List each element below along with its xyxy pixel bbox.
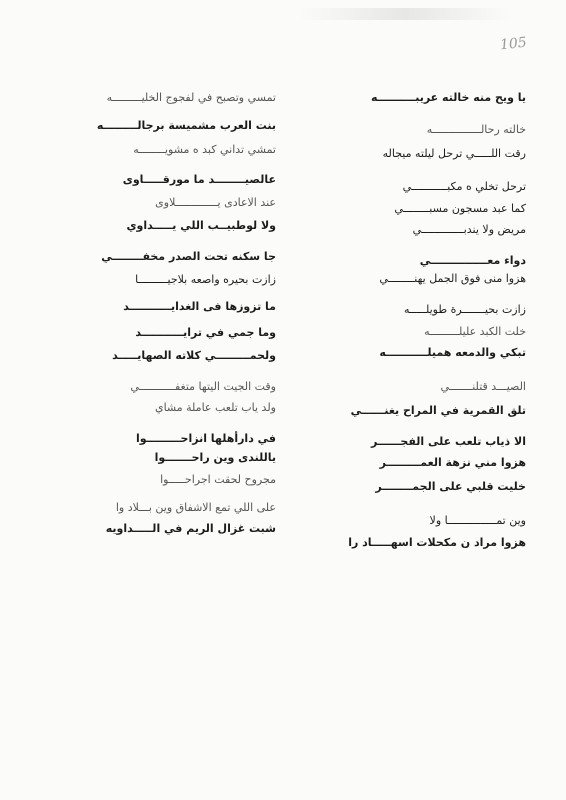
right-column-line: خلت الكبد عليلـــــــــه bbox=[424, 325, 526, 338]
photocopy-smudge bbox=[300, 8, 510, 20]
left-column-line: في دارأهلها انزاحـــــــــوا bbox=[136, 432, 276, 445]
left-column-line: على اللي تمع الاشفاق وين بـــلاد وا bbox=[115, 501, 276, 514]
right-column-line: الا ذياب تلعب على الفجــــــر bbox=[371, 435, 526, 448]
right-column-line: مريض ولا يندبـــــــــــــي bbox=[412, 223, 526, 236]
left-column-line: عالصيــــــــد ما مورقـــــاوى bbox=[122, 173, 276, 186]
right-column-line: ترحل تخلي ه مكبـــــــــــي bbox=[402, 180, 526, 193]
right-column-line: دواء معـــــــــــــــي bbox=[419, 254, 526, 267]
right-column-line: تبكي والدمعه هميلـــــــــــه bbox=[379, 346, 526, 359]
left-column-line: ولحمـــــــــي كلاته الصهايـــــد bbox=[112, 349, 276, 362]
right-column-line: تلق القمرية في المراح يغنــــــي bbox=[350, 404, 526, 417]
left-column-line: ولا لوطبيــب اللي يـــــداوي bbox=[126, 219, 276, 232]
left-column-line: مجروح لحقت اجراحـــــوا bbox=[160, 473, 276, 486]
left-column-line: ياللندى وين راحـــــــوا bbox=[154, 451, 276, 464]
right-column-line: خالته رحالـــــــــــــــه bbox=[426, 123, 526, 136]
left-column-line: تمشي تداني كبد ه مشويــــــــه bbox=[133, 143, 276, 156]
right-column-line: رقت اللـــــي ترحل ليلته ميجاله bbox=[382, 147, 526, 160]
left-column-line: عند الاعادى يـــــــــــــلاوى bbox=[155, 196, 276, 209]
right-column-line: هزوا مراد ن مكحلات اسهـــــاد را bbox=[348, 536, 526, 549]
left-column-line: ولد ياب تلعب عاملة مشاي bbox=[154, 401, 276, 414]
left-column-line: وقت الجيت اليتها متغفـــــــــــي bbox=[130, 380, 276, 393]
left-column-line: شبت غزال الريم في الـــــداويه bbox=[105, 522, 276, 535]
right-column-line: يا ويح منه خالته عريبــــــــــه bbox=[370, 91, 526, 104]
left-column-line: تمسي وتصبح في لفجوج الخليـــــــــه bbox=[106, 91, 276, 104]
right-column-line: زازت بحيـــــــرة طويلـــــه bbox=[403, 303, 526, 316]
right-column-line: خليت قلبي على الجمــــــــر bbox=[375, 480, 526, 493]
left-column-line: جا سكنه تحت الصدر مخفــــــــي bbox=[101, 250, 276, 263]
left-column-line: زازت بحيره واصعه بلاجيـــــــــا bbox=[135, 273, 276, 286]
left-column-line: بنت العرب مشميسة برجالـــــــــه bbox=[96, 119, 276, 132]
right-column-line: هزوا مني نزهة العمـــــــــر bbox=[379, 456, 526, 469]
page-number: 105 bbox=[499, 34, 528, 54]
right-column-line: وين تمـــــــــــــــا ولا bbox=[429, 514, 526, 527]
right-column-line: الصيـــد قتلنـــــــي bbox=[440, 380, 526, 393]
left-column-line: ما تزوزها فى الغدايـــــــــــد bbox=[123, 300, 276, 313]
left-column-line: وما جمي في ترايـــــــــــد bbox=[135, 326, 276, 339]
right-column-line: هزوا منى فوق الجمل يهنــــــــي bbox=[379, 272, 526, 285]
right-column-line: كما عبد مسجون مسبــــــــي bbox=[394, 202, 526, 215]
